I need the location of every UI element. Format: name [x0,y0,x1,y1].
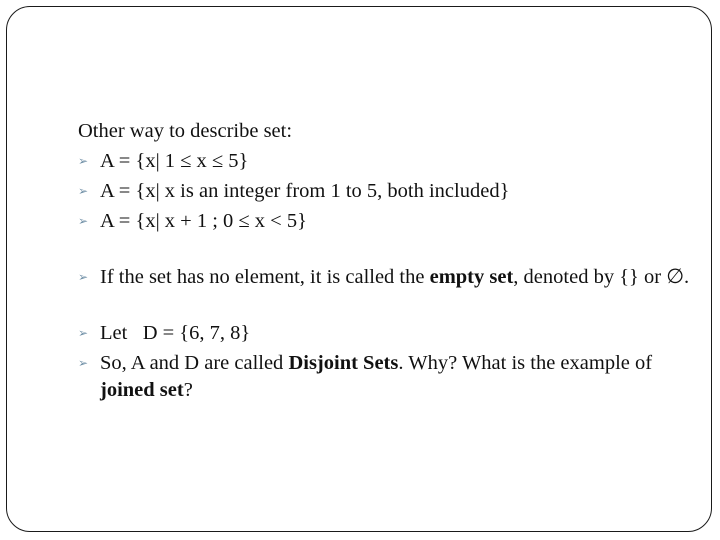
intro-text: Other way to describe set: [78,120,293,142]
list-item [78,318,698,348]
set-definition-1: A = {x| 1 ≤ x ≤ 5} [100,150,249,172]
arrow-bullet-icon: ➢ [78,270,89,284]
disjoint-sets-term: Disjoint Sets [288,352,399,374]
set-definition-3: A = {x| x + 1 ; 0 ≤ x < 5} [100,210,307,232]
empty-set-term: empty set [429,266,514,288]
disjoint-text-3: ? [183,379,193,401]
arrow-bullet-icon: ➢ [78,214,89,228]
arrow-bullet-icon: ➢ [78,154,89,168]
joined-set-term: joined set [100,379,184,401]
disjoint-text-1: So, A and D are called [100,352,289,374]
let-d-text: Let D = {6, 7, 8} [100,322,251,344]
list-item [78,262,698,292]
arrow-bullet-icon: ➢ [78,356,89,370]
list-item [78,348,698,404]
empty-set-text [100,262,698,291]
disjoint-text [100,348,698,404]
empty-set-text-end: , denoted by {} or ∅. [513,266,690,288]
arrow-bullet-icon: ➢ [78,184,89,198]
slide-content [78,116,698,404]
set-definition-2: A = {x| x is an integer from 1 to 5, both included} [100,180,510,202]
list-item [78,176,698,206]
empty-set-text-start: If the set has no element, it is called the [100,266,430,288]
disjoint-text-2: . Why? What is the example of [398,352,653,374]
list-item [78,206,698,236]
list-item [78,146,698,176]
arrow-bullet-icon: ➢ [78,326,89,340]
